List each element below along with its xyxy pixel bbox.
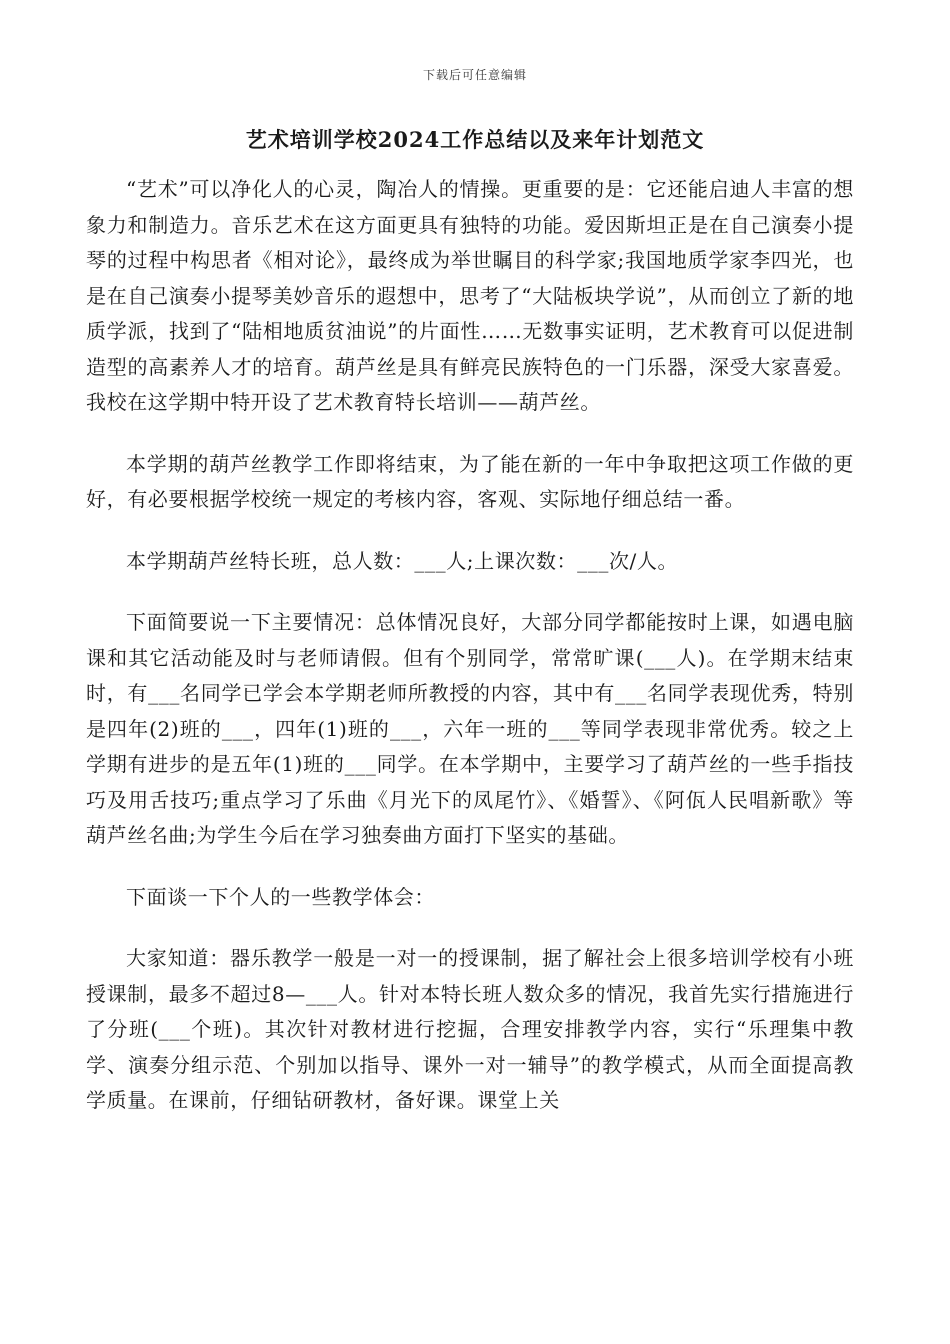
paragraph-experience-intro: 下面谈一下个人的一些教学体会： <box>126 884 435 909</box>
document-title: 艺术培训学校2024工作总结以及来年计划范文 <box>245 127 705 152</box>
paragraph-main-situation: 下面简要说一下主要情况：总体情况良好，大部分同学都能按时上课，如遇电脑课和其它活动能及时与老师请假。但有个别同学，常常旷课(___人)。在学期末结束时，有___名同学已学会本学期老师所教授的内容，其中有___名同学表现优秀，特别是四年(2)班的___，四年(1)班的___，六年一班的___等同学表现非常优秀。较之上学期有进步的是五年(1)班的___同学。在本学期中，主要学习了葫芦丝的一些手指技巧及用舌技巧;重点学习了乐曲《月光下的凤尾竹》、《婚誓》、《阿佤人民唱新歌》等葫芦丝名曲;为学生今后在学习独奏曲方面打下坚实的基础。 <box>86 610 854 847</box>
paragraph-summary-purpose: 本学期的葫芦丝教学工作即将结束，为了能在新的一年中争取把这项工作做的更好，有必要根据学校统一规定的考核内容，客观、实际地仔细总结一番。 <box>86 451 854 511</box>
paragraph-intro: “艺术”可以净化人的心灵，陶冶人的情操。更重要的是：它还能启迪人丰富的想象力和制造力。音乐艺术在这方面更具有独特的功能。爱因斯坦正是在自己演奏小提琴的过程中构思者《相对论》，最终成为举世瞩目的科学家;我国地质学家李四光，也是在自己演奏小提琴美妙音乐的遐想中，思考了“大陆板块学说”，从而创立了新的地质学派，找到了“陆相地质贫油说”的片面性……无数事实证明，艺术教育可以促进制造型的高素养人才的培育。葫芦丝是具有鲜亮民族特色的一门乐器，深受大家喜爱。我校在这学期中特开设了艺术教育特长培训——葫芦丝。 <box>86 177 854 414</box>
paragraph-class-stats: 本学期葫芦丝特长班，总人数：___人;上课次数：___次/人。 <box>126 548 679 573</box>
page-header-note: 下载后可任意编辑 <box>422 68 527 82</box>
paragraph-teaching-method: 大家知道：器乐教学一般是一对一的授课制，据了解社会上很多培训学校有小班授课制，最多不超过8—___人。针对本特长班人数众多的情况，我首先实行措施进行了分班(___个班)。其次针对教材进行挖掘，合理安排教学内容，实行“乐理集中教学、演奏分组示范、个别加以指导、课外一对一辅导”的教学模式，从而全面提高教学质量。在课前，仔细钻研教材，备好课。课堂上关 <box>86 946 854 1112</box>
document-body <box>86 172 854 1145</box>
